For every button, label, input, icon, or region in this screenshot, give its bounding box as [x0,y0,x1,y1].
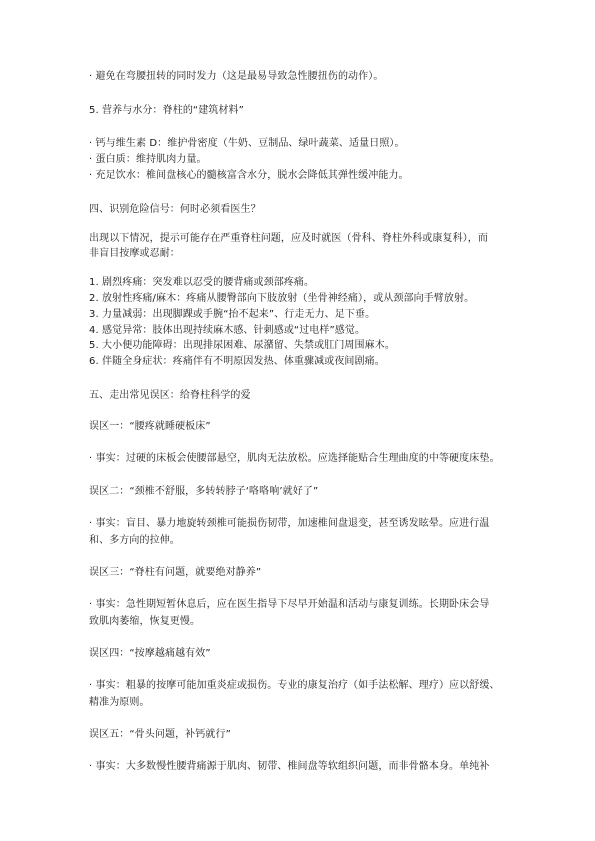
myth-fact: 精准为原则。 [89,697,150,708]
myth-fact: · 事实：大多数慢性腰背痛源于肌肉、韧带、椎间盘等软组织问题，而非骨骼本身。单纯补 [89,761,490,772]
myth-title: 误区三：“脊柱有问题，就要绝对静养” [89,567,262,578]
list-item: 3. 力量减弱：出现脚踝或手腕“抬不起来”、行走无力、足下垂。 [89,309,376,320]
section-heading-nutrition: 5. 营养与水分：脊柱的“建筑材料” [89,105,244,116]
myth-fact: · 事实：急性期短暂休息后，应在医生指导下尽早开始温和活动与康复训练。长期卧床会导 [89,599,490,610]
myth-title: 误区五：“骨头问题，补钙就行” [89,729,231,740]
list-item: 5. 大小便功能障碍：出现排尿困难、尿潴留、失禁或肛门周围麻木。 [89,340,395,351]
list-item: 4. 感觉异常：肢体出现持续麻木感、针刺感或“过电样”感觉。 [89,325,366,336]
paragraph-line: 非盲目按摩或忍耐： [89,248,180,259]
myth-fact: · 事实：粗暴的按摩可能加重炎症或损伤。专业的康复治疗（如手法松解、理疗）应以舒缓、 [89,680,500,691]
myth-fact: 和、多方向的拉伸。 [89,535,180,546]
list-item: 2. 放射性疼痛/麻木：疼痛从腰臀部向下肢放射（坐骨神经痛），或从颈部向手臂放射。 [89,293,475,304]
myth-fact: 致肌肉萎缩，恢复更慢。 [89,616,201,627]
myth-fact: · 事实：过硬的床板会使腰部悬空，肌肉无法放松。应选择能贴合生理曲度的中等硬度床垫。 [89,453,500,464]
text-line-tip: · 避免在弯腰扭转的同时发力（这是最易导致急性腰扭伤的动作）。 [89,71,384,82]
myth-fact: · 事实：盲目、暴力地旋转颈椎可能损伤韧带，加速椎间盘退变，甚至诱发眩晕。应进行温 [89,518,490,529]
paragraph-line: 出现以下情况，提示可能存在严重脊柱问题，应及时就医（骨科、脊柱外科或康复科），而 [89,233,488,244]
text-line-calcium: · 钙与维生素 D：维护骨密度（牛奶、豆制品、绿叶蔬菜、适量日照）。 [89,138,405,149]
myth-title: 误区二：“颈椎不舒服，多转转脖子‘咯咯响’就好了” [89,486,319,497]
section-heading-danger-signs: 四、识别危险信号：何时必须看医生？ [89,204,261,215]
text-line-water: · 充足饮水：椎间盘核心的髓核富含水分，脱水会降低其弹性缓冲能力。 [89,170,409,181]
list-item: 1. 剧烈疼痛：突发难以忍受的腰背痛或颈部疼痛。 [89,277,315,288]
text-line-protein: · 蛋白质：维持肌肉力量。 [89,154,207,165]
section-heading-myths: 五、走出常见误区：给脊柱科学的爱 [89,390,251,401]
myth-title: 误区一：“腰疼就睡硬板床” [89,421,211,432]
list-item: 6. 伴随全身症状：疼痛伴有不明原因发热、体重骤减或夜间剧痛。 [89,356,385,367]
myth-title: 误区四：“按摩越痛越有效” [89,648,211,659]
